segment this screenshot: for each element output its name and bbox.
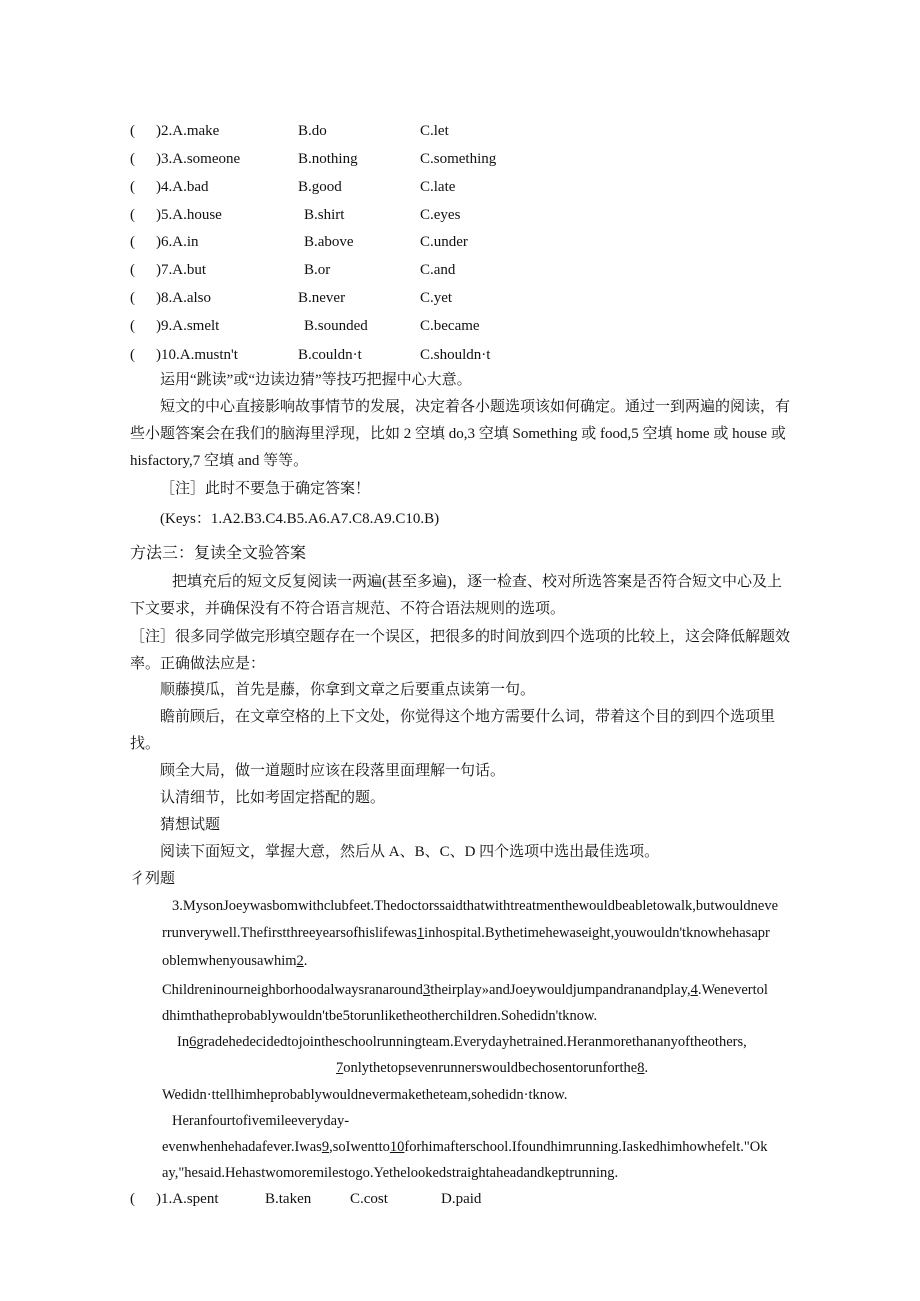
subheading: 猜想试题: [160, 817, 221, 833]
tip-line: 顺藤摸瓜，首先是藤，你拿到文章之后要重点读第一句。: [160, 682, 536, 698]
option-c: C.under: [420, 234, 468, 250]
question-row: [130, 260, 830, 280]
option-c: C.yet: [420, 290, 453, 306]
question-row: [130, 288, 830, 308]
option-a: A.house: [172, 207, 222, 223]
answer-blank: (: [130, 179, 135, 195]
option-b: B.good: [298, 179, 342, 195]
question-row: [130, 149, 830, 169]
question-row: [130, 1189, 830, 1209]
tip-line: 顾全大局，做一道题时应该在段落里面理解一句话。: [160, 763, 506, 779]
question-number: )2.A.make: [156, 123, 220, 139]
passage-line: ay,"hesaid.Hehastwomoremilestogo.Yethelookedstraightaheadandkeptrunning.: [162, 1165, 619, 1181]
option-c: C.eyes: [420, 207, 461, 223]
option-a: A.make: [172, 123, 220, 139]
tip-line: 瞻前顾后，在文章空格的上下文处，你觉得这个地方需要什么词，带着这个目的到四个选项里: [160, 709, 776, 725]
option-b: B.sounded: [304, 318, 368, 334]
answer-blank: (: [130, 262, 135, 278]
blank-number: 1: [416, 925, 425, 941]
note: ［注］此时不要急于确定答案！: [160, 481, 371, 497]
question-number: )8.A.also: [156, 290, 211, 306]
question-number: )5.A.house: [156, 207, 222, 223]
passage-line: Wedidn·ttellhimheprobablywouldnevermaketheteam,sohedidn·tknow.: [162, 1087, 568, 1103]
option-d: D.paid: [441, 1191, 482, 1207]
question-number: )9.A.smelt: [156, 318, 220, 334]
option-c: C.became: [420, 318, 480, 334]
option-b: B.couldn·t: [298, 347, 362, 363]
option-b: B.or: [304, 262, 331, 278]
blank-number: 3: [422, 982, 431, 998]
option-a: A.also: [172, 290, 211, 306]
option-a: A.someone: [172, 151, 241, 167]
question-row: [130, 232, 830, 252]
note-line: 率。正确做法应是：: [130, 656, 266, 672]
paragraph-line: 些小题答案会在我们的脑海里浮现，比如 2 空填 do,3 空填 Something 或 food,5 空填 home 或 house 或: [130, 426, 786, 442]
instruction: 阅读下面短文，掌握大意，然后从 A、B、C、D 四个选项中选出最佳选项。: [160, 844, 660, 860]
blank-number: 6: [189, 1034, 197, 1050]
question-row: [130, 205, 830, 225]
blank-number: 9: [321, 1139, 330, 1155]
answer-blank: (: [130, 318, 135, 334]
option-c: C.shouldn·t: [420, 347, 491, 363]
answer-blank: (: [130, 151, 135, 167]
question-number: )4.A.bad: [156, 179, 209, 195]
passage-line: Childreninourneighborhoodalwaysranaround3theirplay»andJoeywouldjumpandranandplay,4.Wenevertol: [162, 982, 768, 998]
passage-line: oblemwhenyousawhim2.: [162, 953, 308, 969]
blank-number: 7: [336, 1060, 344, 1076]
option-a: A.but: [172, 262, 206, 278]
paragraph-line: 下文要求，并确保没有不符合语言规范、不符合语法规则的选项。: [130, 601, 566, 617]
answer-blank: (: [130, 1191, 135, 1207]
option-a: A.smelt: [172, 318, 220, 334]
passage-line: 3.MysonJoeywasbomwithclubfeet.Thedoctorssaidthatwithtreatmenthewouldbeabletowalk,butwouldneve: [172, 898, 779, 914]
passage-line: rrunverywell.Thefirstthreeyearsofhislifewas1inhospital.Bythetimehewaseight,youwouldn'tknowhehasapr: [162, 925, 770, 941]
option-b: B.nothing: [298, 151, 358, 167]
blank-number: 2: [296, 953, 304, 969]
option-c: C.and: [420, 262, 456, 278]
paragraph-line: 把填充后的短文反复阅读一两遍(甚至多遍)，逐一检查、校对所选答案是否符合短文中心及上: [172, 574, 782, 590]
answer-blank: (: [130, 347, 135, 363]
option-c: C.cost: [350, 1191, 388, 1207]
passage-line: 7onlythetopsevenrunnerswouldbechosentorunforthe8.: [336, 1060, 649, 1076]
blank-number: 10: [389, 1139, 405, 1155]
passage-line: evenwhenhehadafever.Iwas9,soIwentto10forhimafterschool.Ifoundhimrunning.Iaskedhimhowhefelt."Ok: [162, 1139, 768, 1155]
option-b: B.above: [304, 234, 354, 250]
answer-blank: (: [130, 123, 135, 139]
blank-number: 8: [637, 1060, 645, 1076]
answer-blank: (: [130, 207, 135, 223]
paragraph-line: hisfactory,7 空填 and 等等。: [130, 453, 309, 469]
option-b: B.shirt: [304, 207, 345, 223]
answer-blank: (: [130, 290, 135, 306]
answer-blank: (: [130, 234, 135, 250]
option-c: C.something: [420, 151, 497, 167]
paragraph-line: 短文的中心直接影响故事情节的发展，决定着各小题选项该如何确定。通过一到两遍的阅读，有: [160, 399, 791, 415]
section-heading: 方法三：复读全文验答案: [130, 543, 307, 562]
option-b: B.taken: [265, 1191, 312, 1207]
option-a: A.bad: [172, 179, 209, 195]
option-b: B.do: [298, 123, 327, 139]
option-a: A.mustn't: [179, 347, 238, 363]
example-label: 彳列题: [130, 871, 176, 887]
option-c: C.late: [420, 179, 456, 195]
passage-line: dhimthatheprobablywouldn'tbe5torunliketheotherchildren.Sohedidn'tknow.: [162, 1008, 598, 1024]
tip-line: 找。: [130, 736, 161, 752]
question-row: [130, 121, 830, 141]
question-number: )7.A.but: [156, 262, 206, 278]
reading-tip: 运用“跳读”或“边读边猜”等技巧把握中心大意。: [160, 372, 472, 388]
answer-keys: (Keys：1.A2.B3.C4.B5.A6.A7.C8.A9.C10.B): [160, 511, 440, 527]
note-line: ［注］很多同学做完形填空题存在一个误区，把很多的时间放到四个选项的比较上，这会降低解题效: [130, 629, 791, 645]
blank-number: 4: [690, 982, 698, 998]
question-row: [130, 177, 830, 197]
question-number: )6.A.in: [156, 234, 199, 250]
option-a: A.spent: [172, 1191, 219, 1207]
question-row: [130, 316, 830, 336]
tip-line: 认清细节，比如考固定搭配的题。: [160, 790, 386, 806]
passage-line: Heranfourtofivemileeveryday-: [172, 1113, 350, 1129]
option-c: C.let: [420, 123, 449, 139]
passage-line: In6gradehedecidedtojointheschoolrunningteam.Everydayhetrained.Heranmorethananyoftheothers,: [177, 1034, 747, 1050]
question-number: )1.A.spent: [156, 1191, 219, 1207]
option-a: A.in: [172, 234, 199, 250]
question-number: )10.A.mustn't: [156, 347, 238, 363]
question-number: )3.A.someone: [156, 151, 241, 167]
question-row: [130, 345, 830, 365]
option-b: B.never: [298, 290, 346, 306]
